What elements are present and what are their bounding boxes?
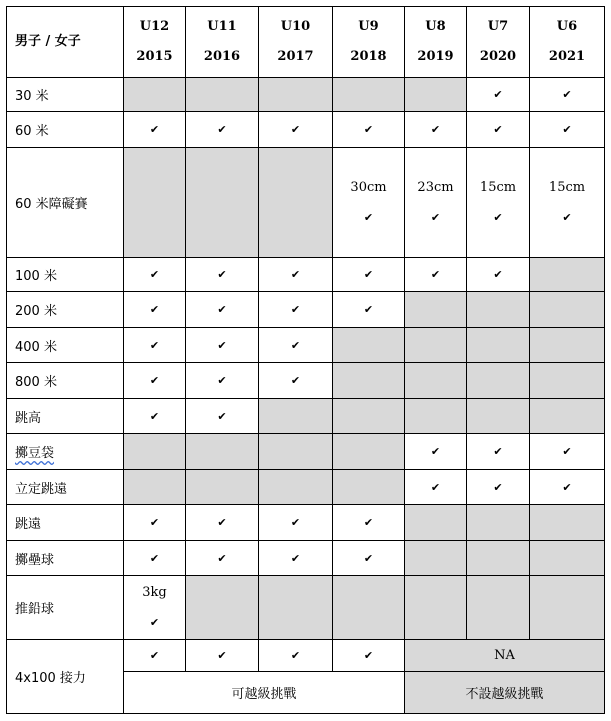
empty-cell [467,576,530,640]
check-icon: ✔ [363,649,374,662]
header-u6: U6 2021 [530,7,605,78]
empty-cell [530,363,605,399]
check-icon: ✔ [562,210,572,224]
check-icon: ✔ [149,374,160,387]
row-high-jump [7,399,605,434]
empty-cell [259,576,333,640]
check-icon: ✔ [217,303,227,316]
check-icon: ✔ [290,123,301,136]
check-icon: ✔ [149,649,160,662]
empty-cell [259,434,333,470]
header-corner: 男子 / 女子 [7,7,124,78]
row-100m [7,258,605,292]
empty-cell [124,78,186,112]
hurdle-height: 23cm [417,179,454,195]
row-standing-long-jump [7,470,605,505]
empty-cell [405,399,467,434]
event-label: 200 米 [7,292,124,328]
check-icon: ✔ [217,374,227,387]
empty-cell [530,258,605,292]
check-icon: ✔ [363,210,374,224]
empty-cell [124,434,186,470]
event-label: 100 米 [7,258,124,292]
empty-cell [530,328,605,363]
check-icon: ✔ [363,516,374,529]
header-u12: U12 2015 [124,7,186,78]
row-shot-put [7,576,605,640]
event-label: 4x100 接力 [7,640,124,714]
check-icon: ✔ [149,516,160,529]
check-icon: ✔ [217,338,227,352]
event-label: 400 米 [7,328,124,363]
empty-cell [405,541,467,576]
empty-cell [186,434,259,470]
hurdle-cell-u7 [467,148,530,258]
row-400m [7,328,605,363]
event-label: 跳遠 [7,505,124,541]
check-icon: ✔ [493,445,503,458]
empty-cell [530,292,605,328]
hurdle-height: 15cm [548,179,586,195]
empty-cell [467,505,530,541]
header-u9: U9 2018 [333,7,405,78]
check-icon: ✔ [149,123,160,136]
check-icon: ✔ [363,123,374,136]
check-icon: ✔ [493,268,503,281]
empty-cell [530,541,605,576]
check-icon: ✔ [430,210,441,224]
header-u7: U7 2020 [467,7,530,78]
hurdle-cell-u8 [405,148,467,258]
empty-cell [467,363,530,399]
check-icon: ✔ [290,303,301,316]
empty-cell [333,470,405,505]
row-softball-throw [7,541,605,576]
event-label: 800 米 [7,363,124,399]
check-icon: ✔ [217,551,227,565]
check-icon: ✔ [149,551,160,565]
check-icon: ✔ [493,210,503,224]
event-label: 60 米障礙賽 [7,148,124,258]
empty-cell [405,328,467,363]
event-label: 跳高 [7,399,124,434]
empty-cell [530,576,605,640]
hurdle-cell-u9 [333,148,405,258]
empty-cell [259,470,333,505]
empty-cell [467,399,530,434]
check-icon: ✔ [217,409,227,423]
empty-cell [259,399,333,434]
empty-cell [333,434,405,470]
check-icon: ✔ [430,480,441,494]
empty-cell [259,148,333,258]
event-label: 擲豆袋 [7,434,124,470]
check-icon: ✔ [149,303,160,316]
empty-cell [333,399,405,434]
header-row [7,7,605,78]
hurdle-cell-u6 [530,148,605,258]
check-icon: ✔ [430,268,441,281]
empty-cell [333,78,405,112]
row-60m-hurdles [7,148,605,258]
check-icon: ✔ [149,409,160,423]
check-icon: ✔ [217,123,227,136]
check-icon: ✔ [290,374,301,387]
check-icon: ✔ [493,88,503,101]
check-icon: ✔ [290,268,301,281]
empty-cell [186,470,259,505]
event-label: 60 米 [7,112,124,148]
empty-cell [333,363,405,399]
shot-cell-u12 [124,576,186,640]
hurdle-height: 30cm [350,179,387,195]
empty-cell [124,470,186,505]
check-icon: ✔ [363,303,374,316]
events-table [6,6,605,714]
no-challenge-note: 不設越級挑戰 [405,672,605,714]
row-relay [7,640,605,672]
row-800m [7,363,605,399]
relay-na: NA [405,640,605,672]
header-u10: U10 2017 [259,7,333,78]
check-icon: ✔ [493,123,503,136]
check-icon: ✔ [363,268,374,281]
row-200m [7,292,605,328]
check-icon: ✔ [149,338,160,352]
row-beanbag [7,434,605,470]
empty-cell [405,78,467,112]
shot-weight: 3kg [142,584,167,600]
check-icon: ✔ [562,123,572,136]
empty-cell [259,78,333,112]
can-challenge-note: 可越級挑戰 [124,672,405,714]
empty-cell [467,328,530,363]
check-icon: ✔ [217,649,227,662]
empty-cell [333,576,405,640]
empty-cell [467,541,530,576]
event-label: 推鉛球 [7,576,124,640]
check-icon: ✔ [562,88,572,101]
check-icon: ✔ [363,551,374,565]
check-icon: ✔ [430,123,441,136]
empty-cell [186,78,259,112]
check-icon: ✔ [290,338,301,352]
empty-cell [405,576,467,640]
check-icon: ✔ [290,649,301,662]
check-icon: ✔ [149,268,160,281]
check-icon: ✔ [217,268,227,281]
empty-cell [405,505,467,541]
empty-cell [530,399,605,434]
empty-cell [124,148,186,258]
empty-cell [405,363,467,399]
header-u11: U11 2016 [186,7,259,78]
check-icon: ✔ [290,516,301,529]
event-label: 30 米 [7,78,124,112]
row-long-jump [7,505,605,541]
row-60m [7,112,605,148]
empty-cell [186,576,259,640]
check-icon: ✔ [493,480,503,494]
check-icon: ✔ [290,551,301,565]
empty-cell [186,148,259,258]
event-label: 立定跳遠 [7,470,124,505]
empty-cell [405,292,467,328]
empty-cell [333,328,405,363]
event-label: 擲壘球 [7,541,124,576]
empty-cell [530,505,605,541]
check-icon: ✔ [562,480,572,494]
check-icon: ✔ [149,615,160,629]
check-icon: ✔ [562,445,572,458]
empty-cell [467,292,530,328]
header-u8: U8 2019 [405,7,467,78]
check-icon: ✔ [430,445,441,458]
row-30m [7,78,605,112]
hurdle-height: 15cm [479,179,517,195]
check-icon: ✔ [217,516,227,529]
